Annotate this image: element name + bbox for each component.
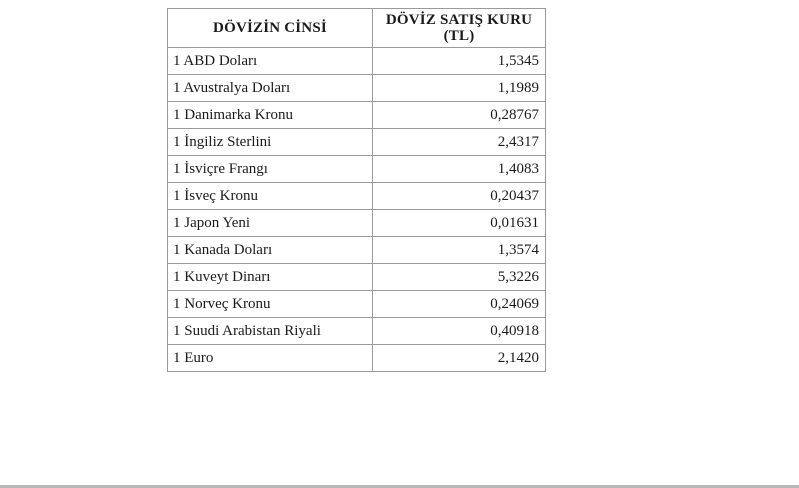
exchange-rate-cell: 2,1420 — [373, 345, 546, 372]
table-body — [168, 48, 546, 372]
table-row — [168, 318, 546, 345]
currency-name-cell: 1 Avustralya Doları — [168, 75, 373, 102]
rate-header-line2: (TL) — [443, 28, 475, 44]
rate-column-header — [373, 9, 546, 48]
exchange-rate-cell: 0,20437 — [373, 183, 546, 210]
currency-column-header: DÖVİZİN CİNSİ — [168, 9, 373, 48]
table-row — [168, 291, 546, 318]
rate-header-line1: DÖVİZ SATIŞ KURU — [385, 12, 533, 28]
table-row — [168, 345, 546, 372]
currency-name-cell: 1 Japon Yeni — [168, 210, 373, 237]
currency-name-cell: 1 İsviçre Frangı — [168, 156, 373, 183]
exchange-rate-cell: 5,3226 — [373, 264, 546, 291]
exchange-rate-cell: 1,1989 — [373, 75, 546, 102]
currency-name-cell: 1 Norveç Kronu — [168, 291, 373, 318]
exchange-rate-cell: 2,4317 — [373, 129, 546, 156]
exchange-rate-cell: 1,3574 — [373, 237, 546, 264]
currency-name-cell: 1 Kuveyt Dinarı — [168, 264, 373, 291]
table-row — [168, 156, 546, 183]
currency-name-cell: 1 Kanada Doları — [168, 237, 373, 264]
exchange-rate-cell: 0,28767 — [373, 102, 546, 129]
currency-name-cell: 1 ABD Doları — [168, 48, 373, 75]
table-row — [168, 75, 546, 102]
table-row — [168, 129, 546, 156]
exchange-rate-table — [167, 8, 546, 372]
exchange-rate-cell: 0,01631 — [373, 210, 546, 237]
currency-name-cell: 1 İngiliz Sterlini — [168, 129, 373, 156]
currency-name-cell: 1 Danimarka Kronu — [168, 102, 373, 129]
table-row — [168, 237, 546, 264]
table-row — [168, 48, 546, 75]
table-row — [168, 210, 546, 237]
exchange-rate-cell: 1,4083 — [373, 156, 546, 183]
exchange-rate-cell: 0,40918 — [373, 318, 546, 345]
currency-name-cell: 1 Euro — [168, 345, 373, 372]
table-row — [168, 102, 546, 129]
exchange-rate-cell: 0,24069 — [373, 291, 546, 318]
exchange-rate-cell: 1,5345 — [373, 48, 546, 75]
currency-name-cell: 1 Suudi Arabistan Riyali — [168, 318, 373, 345]
table-row — [168, 183, 546, 210]
table-row — [168, 264, 546, 291]
table-header-row — [168, 9, 546, 48]
currency-name-cell: 1 İsveç Kronu — [168, 183, 373, 210]
